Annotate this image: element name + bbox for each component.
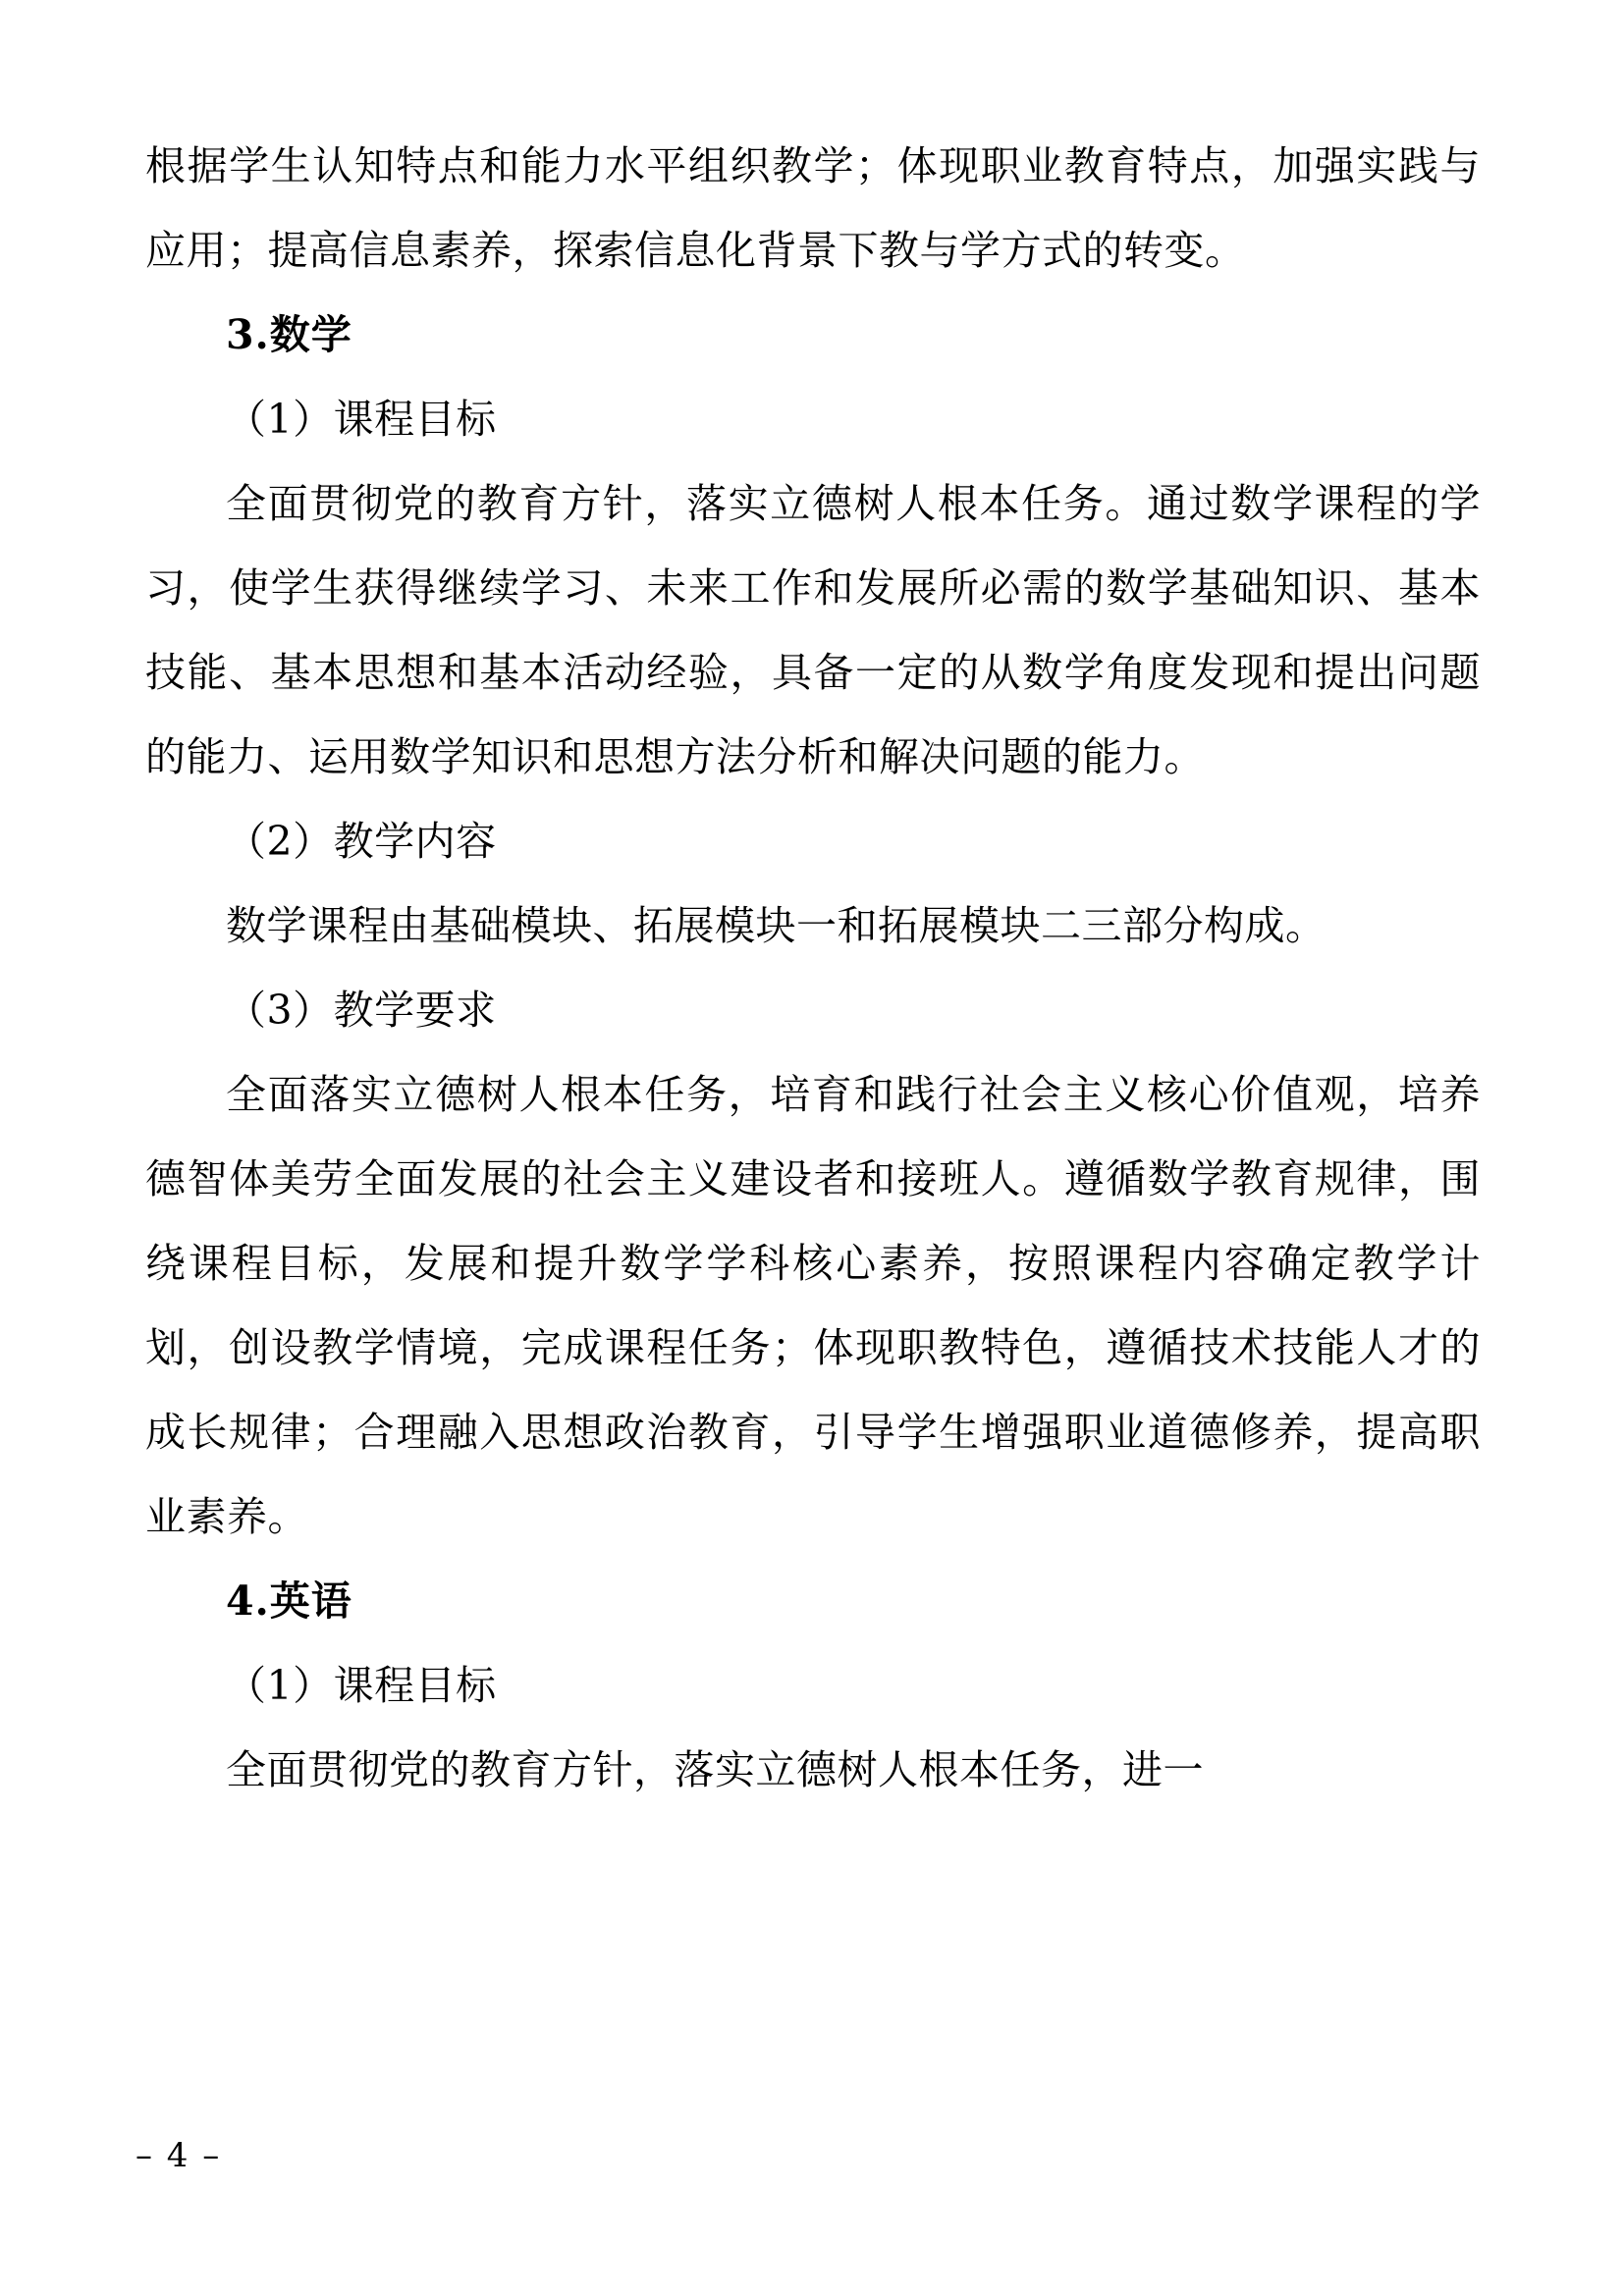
paragraph: 全面落实立德树人根本任务，培育和践行社会主义核心价值观，培养德智体美劳全面发展的社会主义建设者和接班人。遵循数学教育规律，围绕课程目标，发展和提升数学学科核心素养，按照课程内容确定教学计划，创设教学情境，完成课程任务；体现职教特色，遵循技术技能人才的成长规律；合理融入思想政治教育，引导学生增强职业道德修养，提高职业素养。: [145, 1071, 1481, 1540]
subsection-heading: （3）教学要求: [226, 987, 497, 1034]
subsection-heading: （1）课程目标: [226, 1662, 497, 1709]
section-heading-english: 4.英语: [226, 1577, 352, 1625]
section-heading-math: 3.数学: [226, 311, 352, 358]
page-footer: [0, 2136, 1624, 2175]
subsection-heading: （1）课程目标: [226, 396, 497, 443]
paragraph: 数学课程由基础模块、拓展模块一和拓展模块二三部分构成。: [226, 902, 1326, 949]
page-number: – 4 –: [135, 2136, 222, 2175]
page-body: [145, 124, 1481, 1812]
paragraph: 全面贯彻党的教育方针，落实立德树人根本任务。通过数学课程的学习，使学生获得继续学习、未来工作和发展所必需的数学基础知识、基本技能、基本思想和基本活动经验，具备一定的从数学角度发现和提出问题的能力、运用数学知识和思想方法分析和解决问题的能力。: [145, 480, 1481, 780]
paragraph: 根据学生认知特点和能力水平组织教学；体现职业教育特点，加强实践与应用；提高信息素养，探索信息化背景下教与学方式的转变。: [145, 142, 1481, 274]
paragraph: 全面贯彻党的教育方针，落实立德树人根本任务，进一: [226, 1746, 1204, 1793]
subsection-heading: （2）教学内容: [226, 818, 497, 865]
